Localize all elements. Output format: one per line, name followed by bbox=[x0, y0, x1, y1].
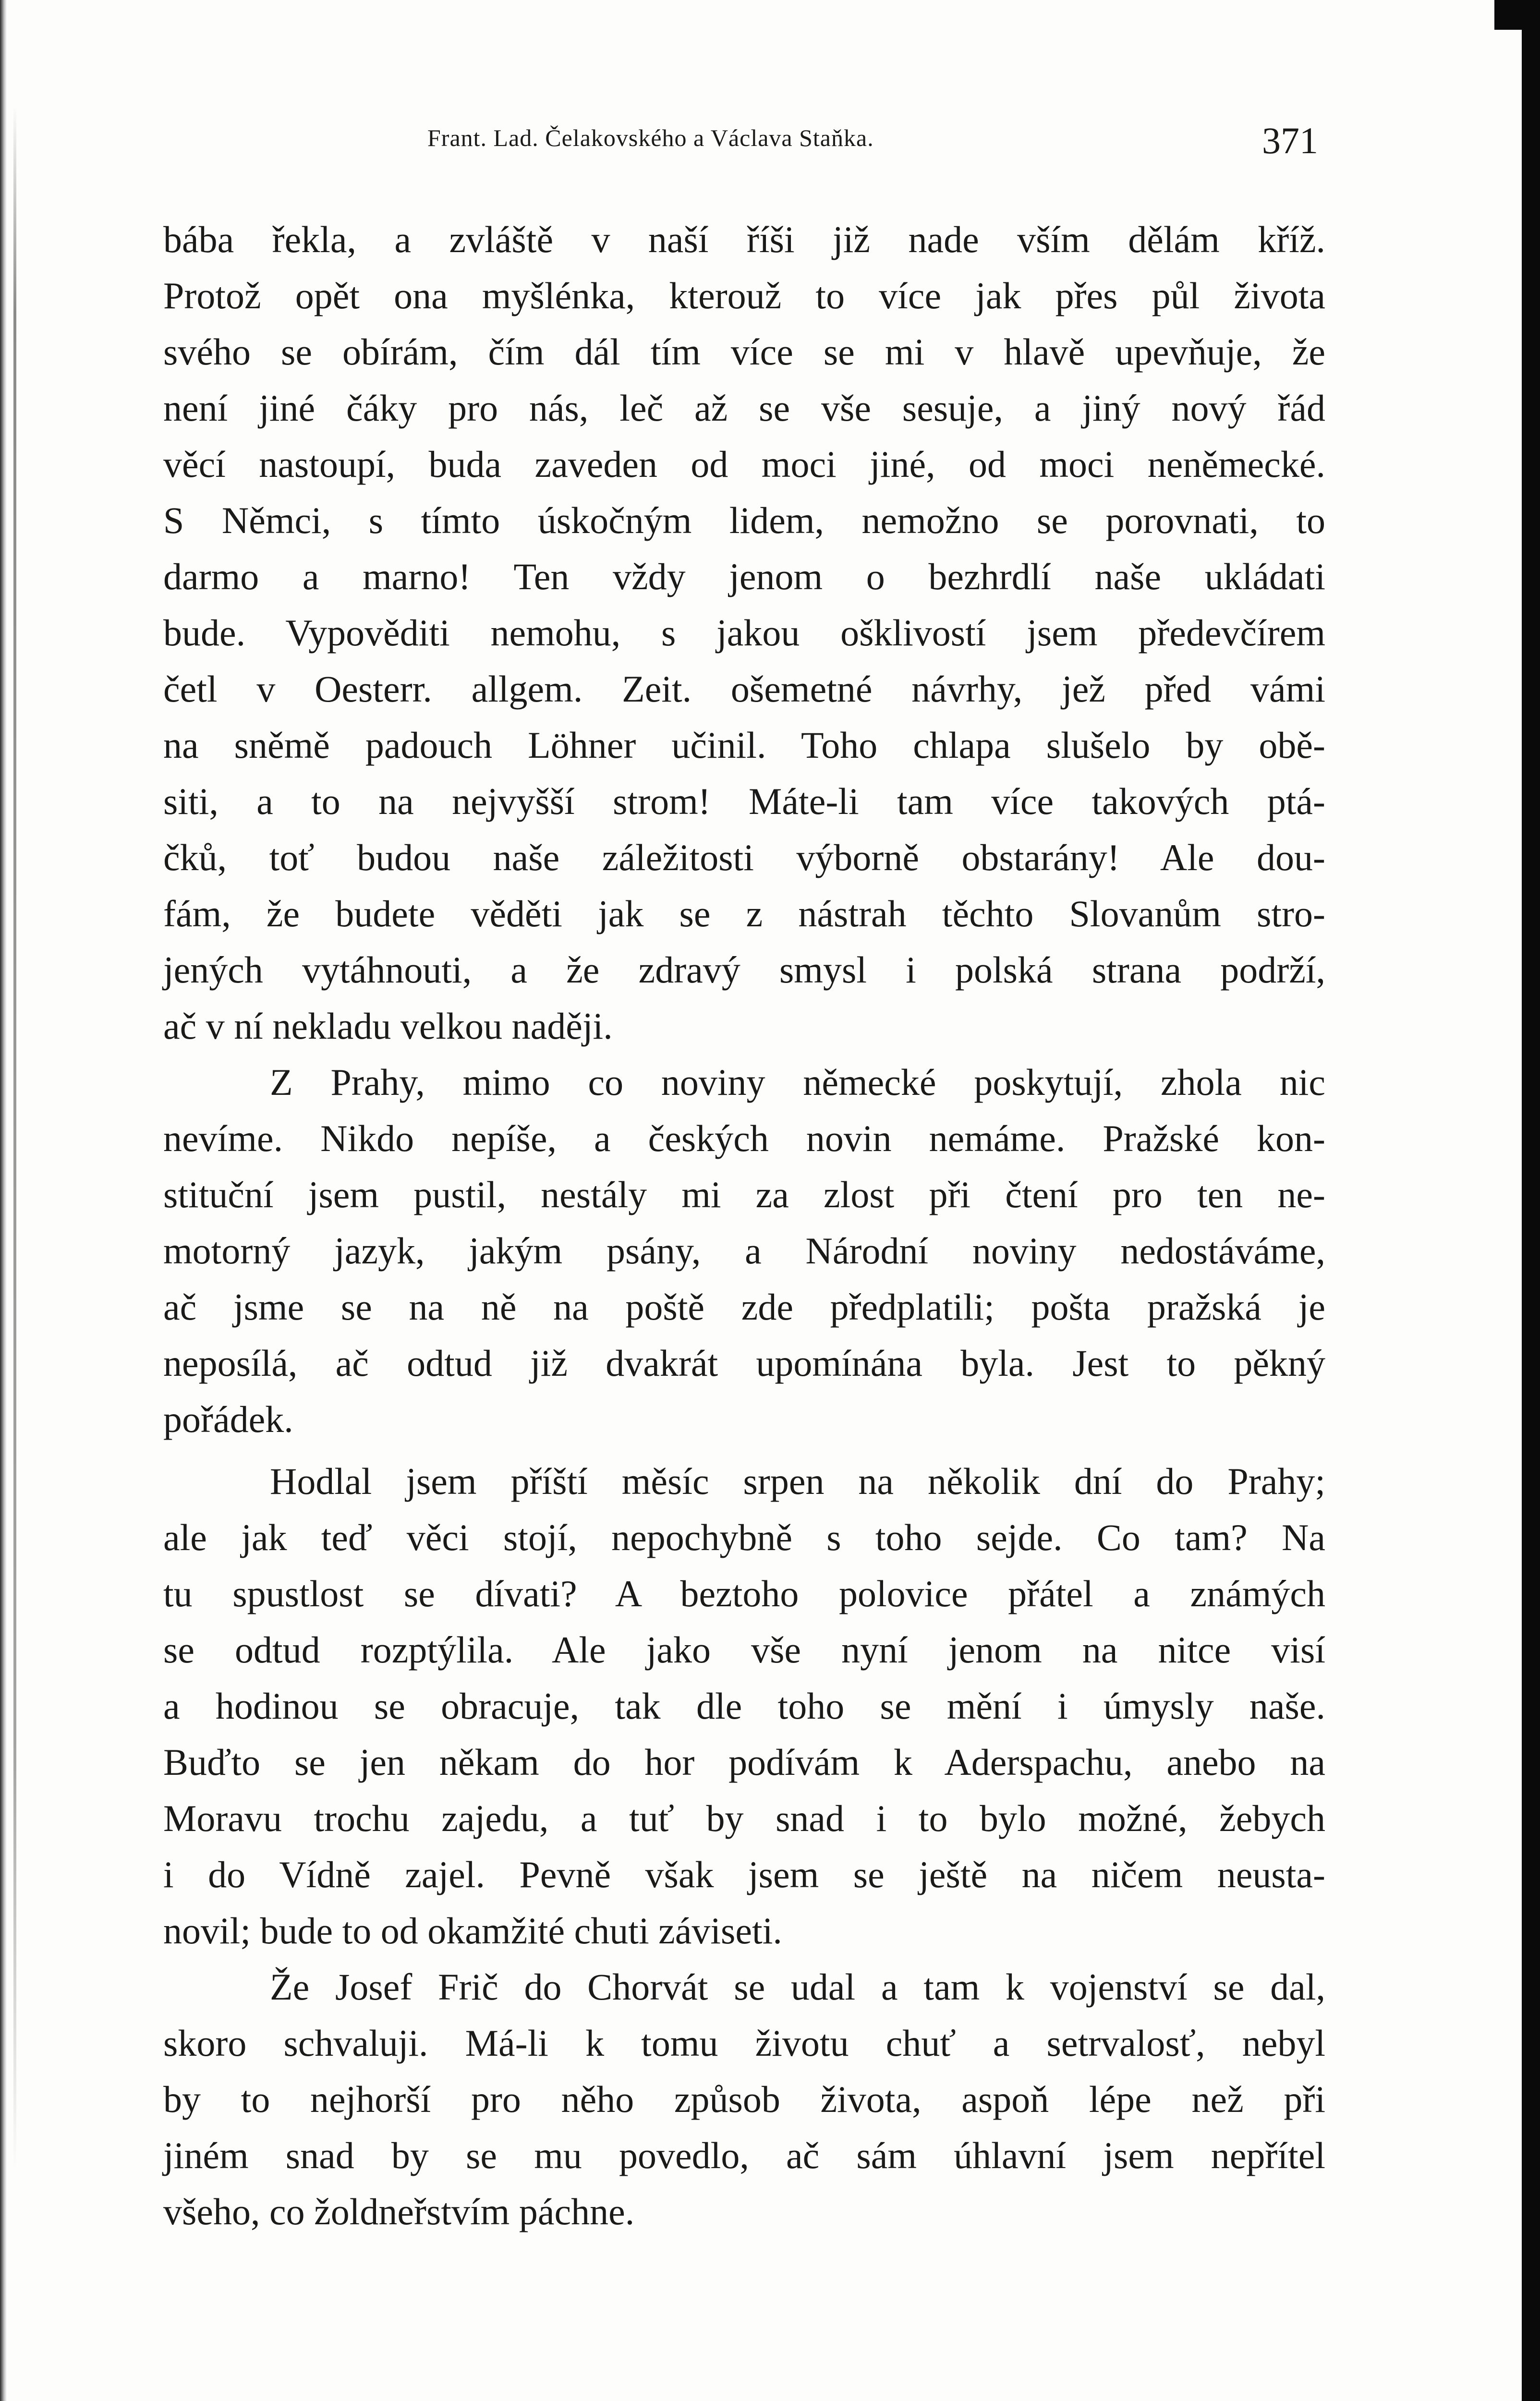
paragraph bbox=[163, 211, 1325, 1054]
text-line: ale jak teď věci stojí, nepochybně s toho sejde. Co tam? Na bbox=[163, 1516, 1325, 1558]
text-line: neposílá, ač odtud již dvakrát upomínána byla. Jest to pěkný bbox=[163, 1342, 1325, 1384]
text-line: siti, a to na nejvyšší strom! Máte-li tam více takových ptá- bbox=[163, 780, 1325, 822]
text-line: novil; bude to od okamžité chuti záviseti. bbox=[163, 1910, 782, 1952]
text-line: se odtud rozptýlila. Ale jako vše nyní jenom na nitce visí bbox=[163, 1629, 1325, 1671]
text-line: pořádek. bbox=[163, 1398, 293, 1440]
paragraph bbox=[163, 1959, 1325, 2240]
scan-left-edge bbox=[0, 0, 7, 2401]
text-line: a hodinou se obracuje, tak dle toho se mění i úmysly naše. bbox=[163, 1685, 1325, 1727]
text-line: bude. Vypověditi nemohu, s jakou ošklivostí jsem předevčírem bbox=[163, 612, 1325, 654]
text-line: Protož opět ona myšlénka, kterouž to více jak přes půl života bbox=[163, 275, 1325, 316]
text-line: Že Josef Frič do Chorvát se udal a tam k vojenství se dal, bbox=[270, 1966, 1325, 2008]
text-line: jiném snad by se mu povedlo, ač sám úhlavní jsem nepřítel bbox=[163, 2134, 1325, 2176]
text-line: tu spustlost se dívati? A beztoho polovice přátel a známých bbox=[163, 1573, 1325, 1614]
text-line: čků, toť budou naše záležitosti výborně obstarány! Ale dou- bbox=[163, 837, 1325, 878]
text-line: motorný jazyk, jakým psány, a Národní noviny nedostáváme, bbox=[163, 1230, 1325, 1272]
page-number: 371 bbox=[1262, 120, 1318, 161]
page-header bbox=[427, 119, 1335, 172]
text-line: Moravu trochu zajedu, a tuť by snad i to bylo možné, žebych bbox=[163, 1797, 1325, 1839]
text-line: Z Prahy, mimo co noviny německé poskytují, zhola nic bbox=[270, 1061, 1325, 1103]
text-line: není jiné čáky pro nás, leč až se vše sesuje, a jiný nový řád bbox=[163, 387, 1325, 429]
text-line: četl v Oesterr. allgem. Zeit. ošemetné návrhy, jež před vámi bbox=[163, 668, 1325, 710]
text-line: svého se obírám, čím dál tím více se mi v hlavě upevňuje, že bbox=[163, 331, 1325, 373]
text-line: by to nejhorší pro něho způsob života, aspoň lépe než při bbox=[163, 2078, 1325, 2120]
text-line: S Němci, s tímto úskočným lidem, nemožno se porovnati, to bbox=[163, 499, 1325, 541]
text-line: bába řekla, a zvláště v naší říši již nade vším dělám kříž. bbox=[163, 218, 1325, 260]
text-line: ač v ní nekladu velkou naději. bbox=[163, 1005, 613, 1047]
text-line: fám, že budete věděti jak se z nástrah těchto Slovanům stro- bbox=[163, 893, 1325, 934]
text-line: i do Vídně zajel. Pevně však jsem se ještě na ničem neusta- bbox=[163, 1854, 1325, 1895]
paragraph bbox=[163, 1054, 1325, 1447]
text-line: na sněmě padouch Löhner učinil. Toho chlapa slušelo by obě- bbox=[163, 724, 1325, 766]
text-line: všeho, co žoldneřstvím páchne. bbox=[163, 2191, 635, 2232]
text-line: darmo a marno! Ten vždy jenom o bezhrdlí naše ukládati bbox=[163, 556, 1325, 597]
body-text bbox=[163, 211, 1325, 2240]
scan-top-right-corner bbox=[1494, 0, 1540, 30]
text-line: ač jsme se na ně na poště zde předplatili; pošta pražská je bbox=[163, 1286, 1325, 1328]
text-line: Buďto se jen někam do hor podívám k Aderspachu, anebo na bbox=[163, 1741, 1325, 1783]
text-line: nevíme. Nikdo nepíše, a českých novin nemáme. Pražské kon- bbox=[163, 1117, 1325, 1159]
text-line: Hodlal jsem příští měsíc srpen na několik dní do Prahy; bbox=[270, 1460, 1325, 1502]
text-line: jených vytáhnouti, a že zdravý smysl i polská strana podrží, bbox=[163, 949, 1325, 991]
scan-right-edge bbox=[1522, 0, 1540, 2401]
text-line: skoro schvaluji. Má-li k tomu životu chuť a setrvalosť, nebyl bbox=[163, 2022, 1325, 2064]
text-line: stituční jsem pustil, nestály mi za zlost při čtení pro ten ne- bbox=[163, 1174, 1325, 1215]
scan-binding-shadow bbox=[13, 106, 16, 2171]
text-line: věcí nastoupí, buda zaveden od moci jiné, od moci neněmecké. bbox=[163, 443, 1325, 485]
running-head: Frant. Lad. Čelakovského a Václava Staňka. bbox=[427, 124, 874, 151]
paragraph bbox=[163, 1453, 1325, 1959]
